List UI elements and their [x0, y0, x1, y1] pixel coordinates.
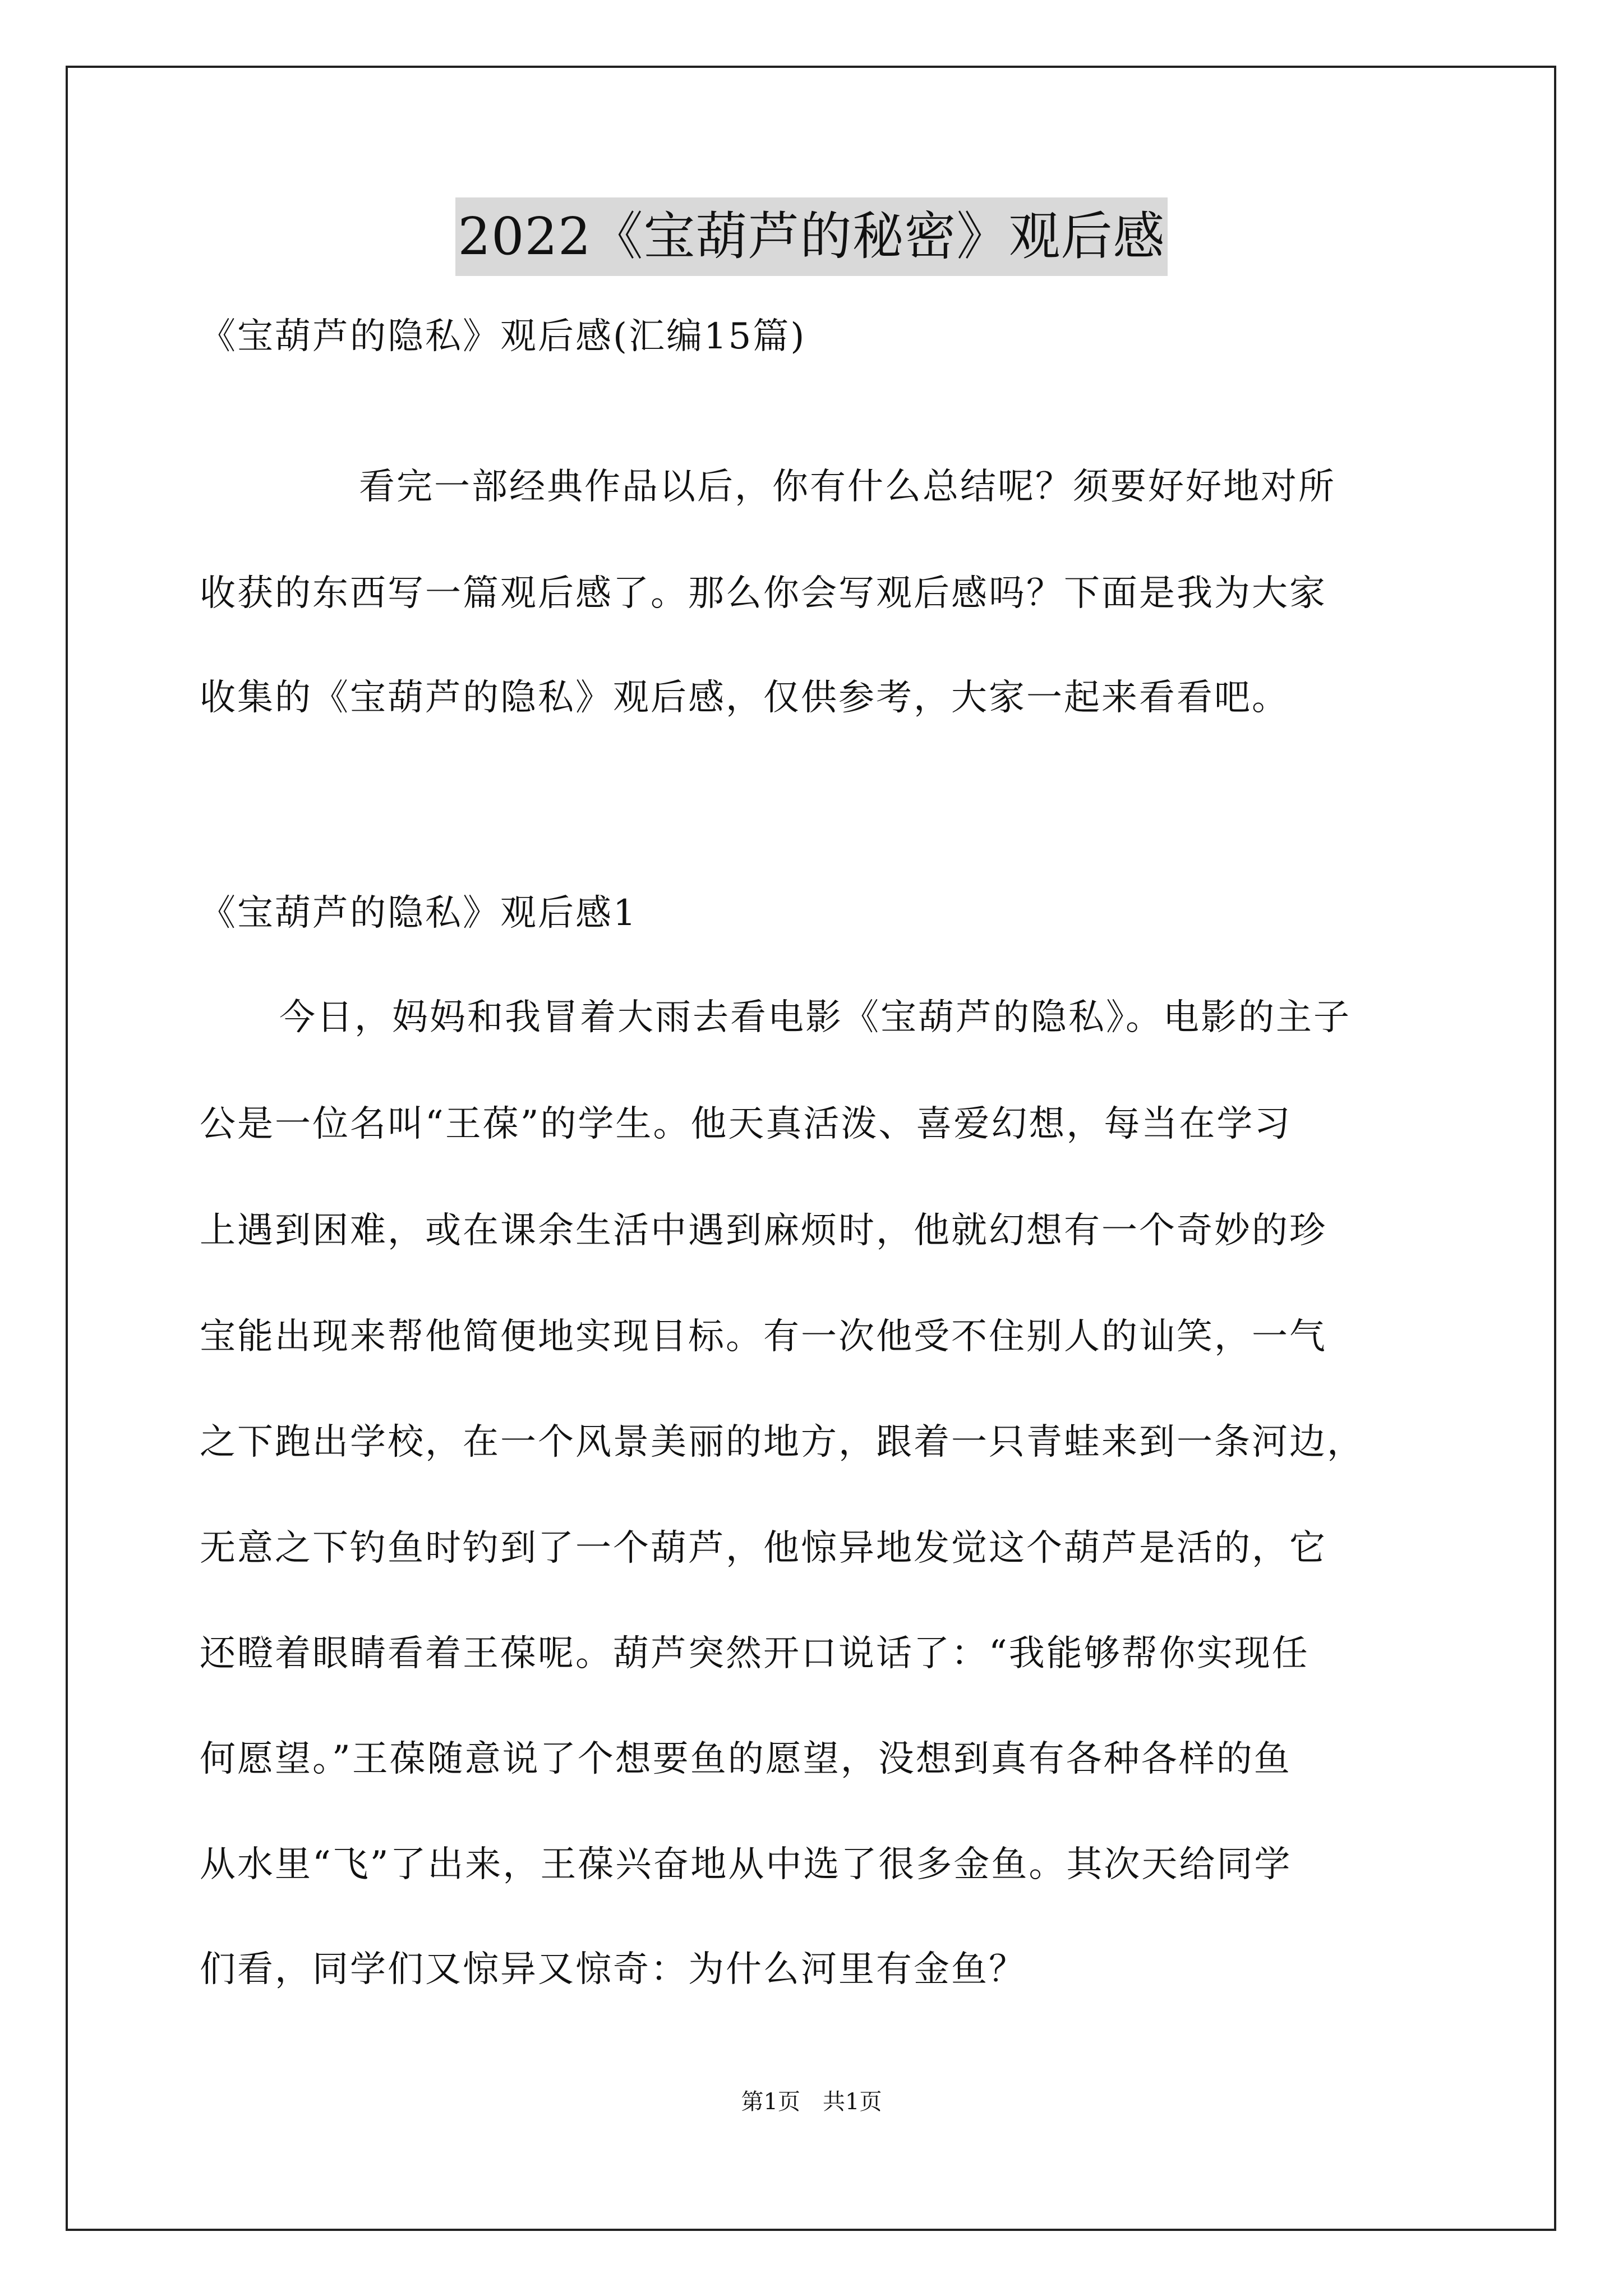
intro-line: 收获的东西写一篇观后感了。那么你会写观后感吗？下面是我为大家: [200, 573, 1327, 614]
body-line: 何愿望。”王葆随意说了个想要鱼的愿望，没想到真有各种各样的鱼: [200, 1738, 1292, 1780]
body-line: 们看，同学们又惊异又惊奇：为什么河里有金鱼？: [200, 1949, 1026, 1990]
title-container: [0, 197, 1623, 276]
document-subtitle: 《宝葫芦的隐私》观后感(汇编15篇): [200, 316, 806, 357]
intro-line: 收集的《宝葫芦的隐私》观后感，仅供参考，大家一起来看看吧。: [200, 677, 1289, 719]
body-line: 从水里“飞”了出来，王葆兴奋地从中选了很多金鱼。其次天给同学: [200, 1844, 1292, 1885]
page-border: [66, 66, 1556, 2231]
section-heading: 《宝葫芦的隐私》观后感1: [200, 892, 638, 934]
body-line: 宝能出现来帮他简便地实现目标。有一次他受不住别人的讪笑，一气: [200, 1316, 1327, 1358]
page-footer: 第1页 共1页: [741, 2089, 882, 2115]
body-line: 公是一位名叫“王葆”的学生。他天真活泼、喜爱幻想，每当在学习: [200, 1103, 1292, 1145]
body-line: 今日，妈妈和我冒着大雨去看电影《宝葫芦的隐私》。电影的主子: [279, 997, 1351, 1038]
body-line: 之下跑出学校，在一个风景美丽的地方，跟着一只青蛙来到一条河边，: [200, 1421, 1364, 1463]
body-line: 还瞪着眼睛看着王葆呢。葫芦突然开口说话了：“我能够帮你实现任: [200, 1633, 1310, 1674]
body-line: 上遇到困难，或在课余生活中遇到麻烦时，他就幻想有一个奇妙的珍: [200, 1210, 1327, 1251]
document-title: 2022《宝葫芦的秘密》观后感: [455, 197, 1167, 276]
body-line: 无意之下钓鱼时钓到了一个葫芦，他惊异地发觉这个葫芦是活的，它: [200, 1527, 1327, 1569]
intro-line: 看完一部经典作品以后，你有什么总结呢？须要好好地对所: [359, 466, 1336, 508]
